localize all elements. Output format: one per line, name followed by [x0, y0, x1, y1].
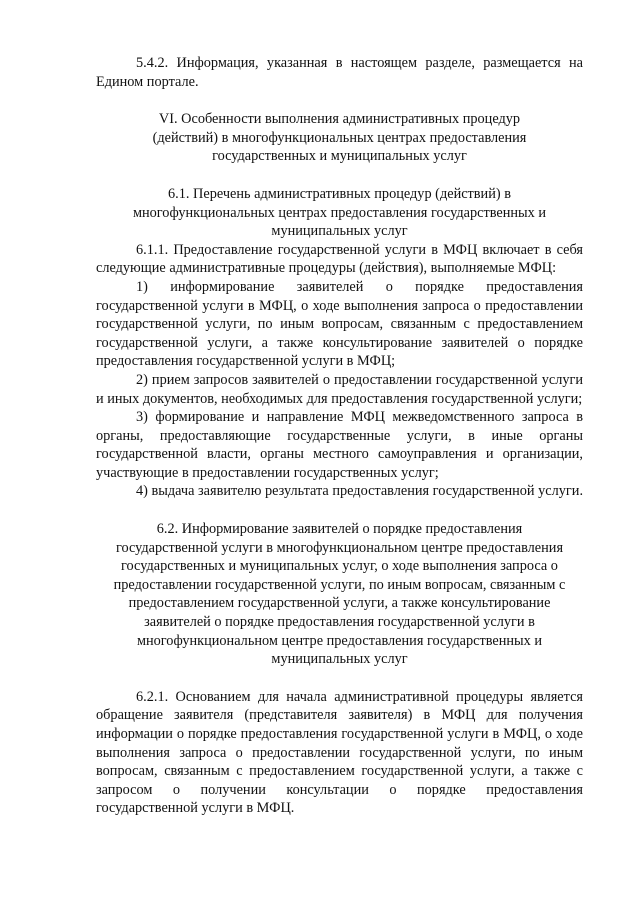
subsection-6-2-heading-line: многофункциональном центре предоставления государственных и: [136, 632, 543, 649]
subsection-6-2-heading-line: государственных и муниципальных услуг, о ходе выполнения запроса о: [121, 558, 558, 575]
subsection-6-1-heading-line: 6.1. Перечень административных процедур (действий) в: [168, 185, 511, 202]
paragraph-5-4-2: 5.4.2. Информация, указанная в настоящем разделе, размещается на Едином портале.: [96, 55, 583, 90]
list-item: 2) прием запросов заявителей о предоставлении государственной услуги и иных документов, необходимых для предоставления государственной услуги;: [96, 371, 583, 407]
subsection-6-2-heading-line: муниципальных услуг: [271, 651, 408, 668]
subsection-6-1-heading-line: муниципальных услуг: [271, 223, 408, 240]
subsection-6-2-heading-line: 6.2. Информирование заявителей о порядке предоставления: [156, 521, 523, 538]
document-page: [96, 54, 583, 818]
subsection-6-1-heading-line: многофункциональных центрах предоставления государственных и: [132, 204, 547, 221]
subsection-6-2-heading-line: предоставлении государственной услуги, по иным вопросам, связанным с: [113, 576, 566, 593]
list-item: 1) информирование заявителей о порядке предоставления государственной услуги в МФЦ, о ходе выполнения запроса о предоставлении государственной услуги, по иным вопросам, связанным с предоставлением государственной услуги, а также консультирование заявителей о порядке предоставления государственной услуги в МФЦ;: [96, 278, 583, 370]
section-6-heading-line: государственных и муниципальных услуг: [212, 148, 467, 165]
paragraph-6-1-1: 6.1.1. Предоставление государственной услуги в МФЦ включает в себя следующие административные процедуры (действия), выполняемые МФЦ:: [96, 241, 583, 277]
subsection-6-2-heading: [96, 520, 583, 669]
list-item: 4) выдача заявителю результата предоставления государственной услуги.: [136, 483, 584, 500]
paragraph-6-2-1: 6.2.1. Основанием для начала административной процедуры является обращение заявителя (представителя заявителя) в МФЦ для получения информации о порядке предоставления государственной услуги в МФЦ, о ходе выполнения запроса о предоставлении государственной услуги, по иным вопросам, связанным с предоставлением государственной услуги, а также с запросом о получении консультации о порядке предоставления государственной услуги в МФЦ.: [96, 688, 583, 817]
section-6-heading-line: (действий) в многофункциональных центрах предоставления: [152, 129, 527, 146]
subsection-6-2-heading-line: заявителей о порядке предоставления государственной услуги в: [144, 614, 535, 631]
section-6-heading: [96, 110, 583, 166]
list-item: 3) формирование и направление МФЦ межведомственного запроса в органы, предоставляющие государственные услуги, в иные органы государственной власти, органы местного самоуправления и организации, участвующие в предоставлении государственных услуг;: [96, 409, 583, 481]
subsection-6-2-heading-line: предоставлением государственной услуги, а также консультирование: [128, 595, 551, 612]
section-6-heading-line: VI. Особенности выполнения административных процедур: [158, 111, 521, 128]
subsection-6-2-heading-line: государственной услуги в многофункциональном центре предоставления: [115, 539, 564, 556]
subsection-6-1-heading: [96, 185, 583, 241]
